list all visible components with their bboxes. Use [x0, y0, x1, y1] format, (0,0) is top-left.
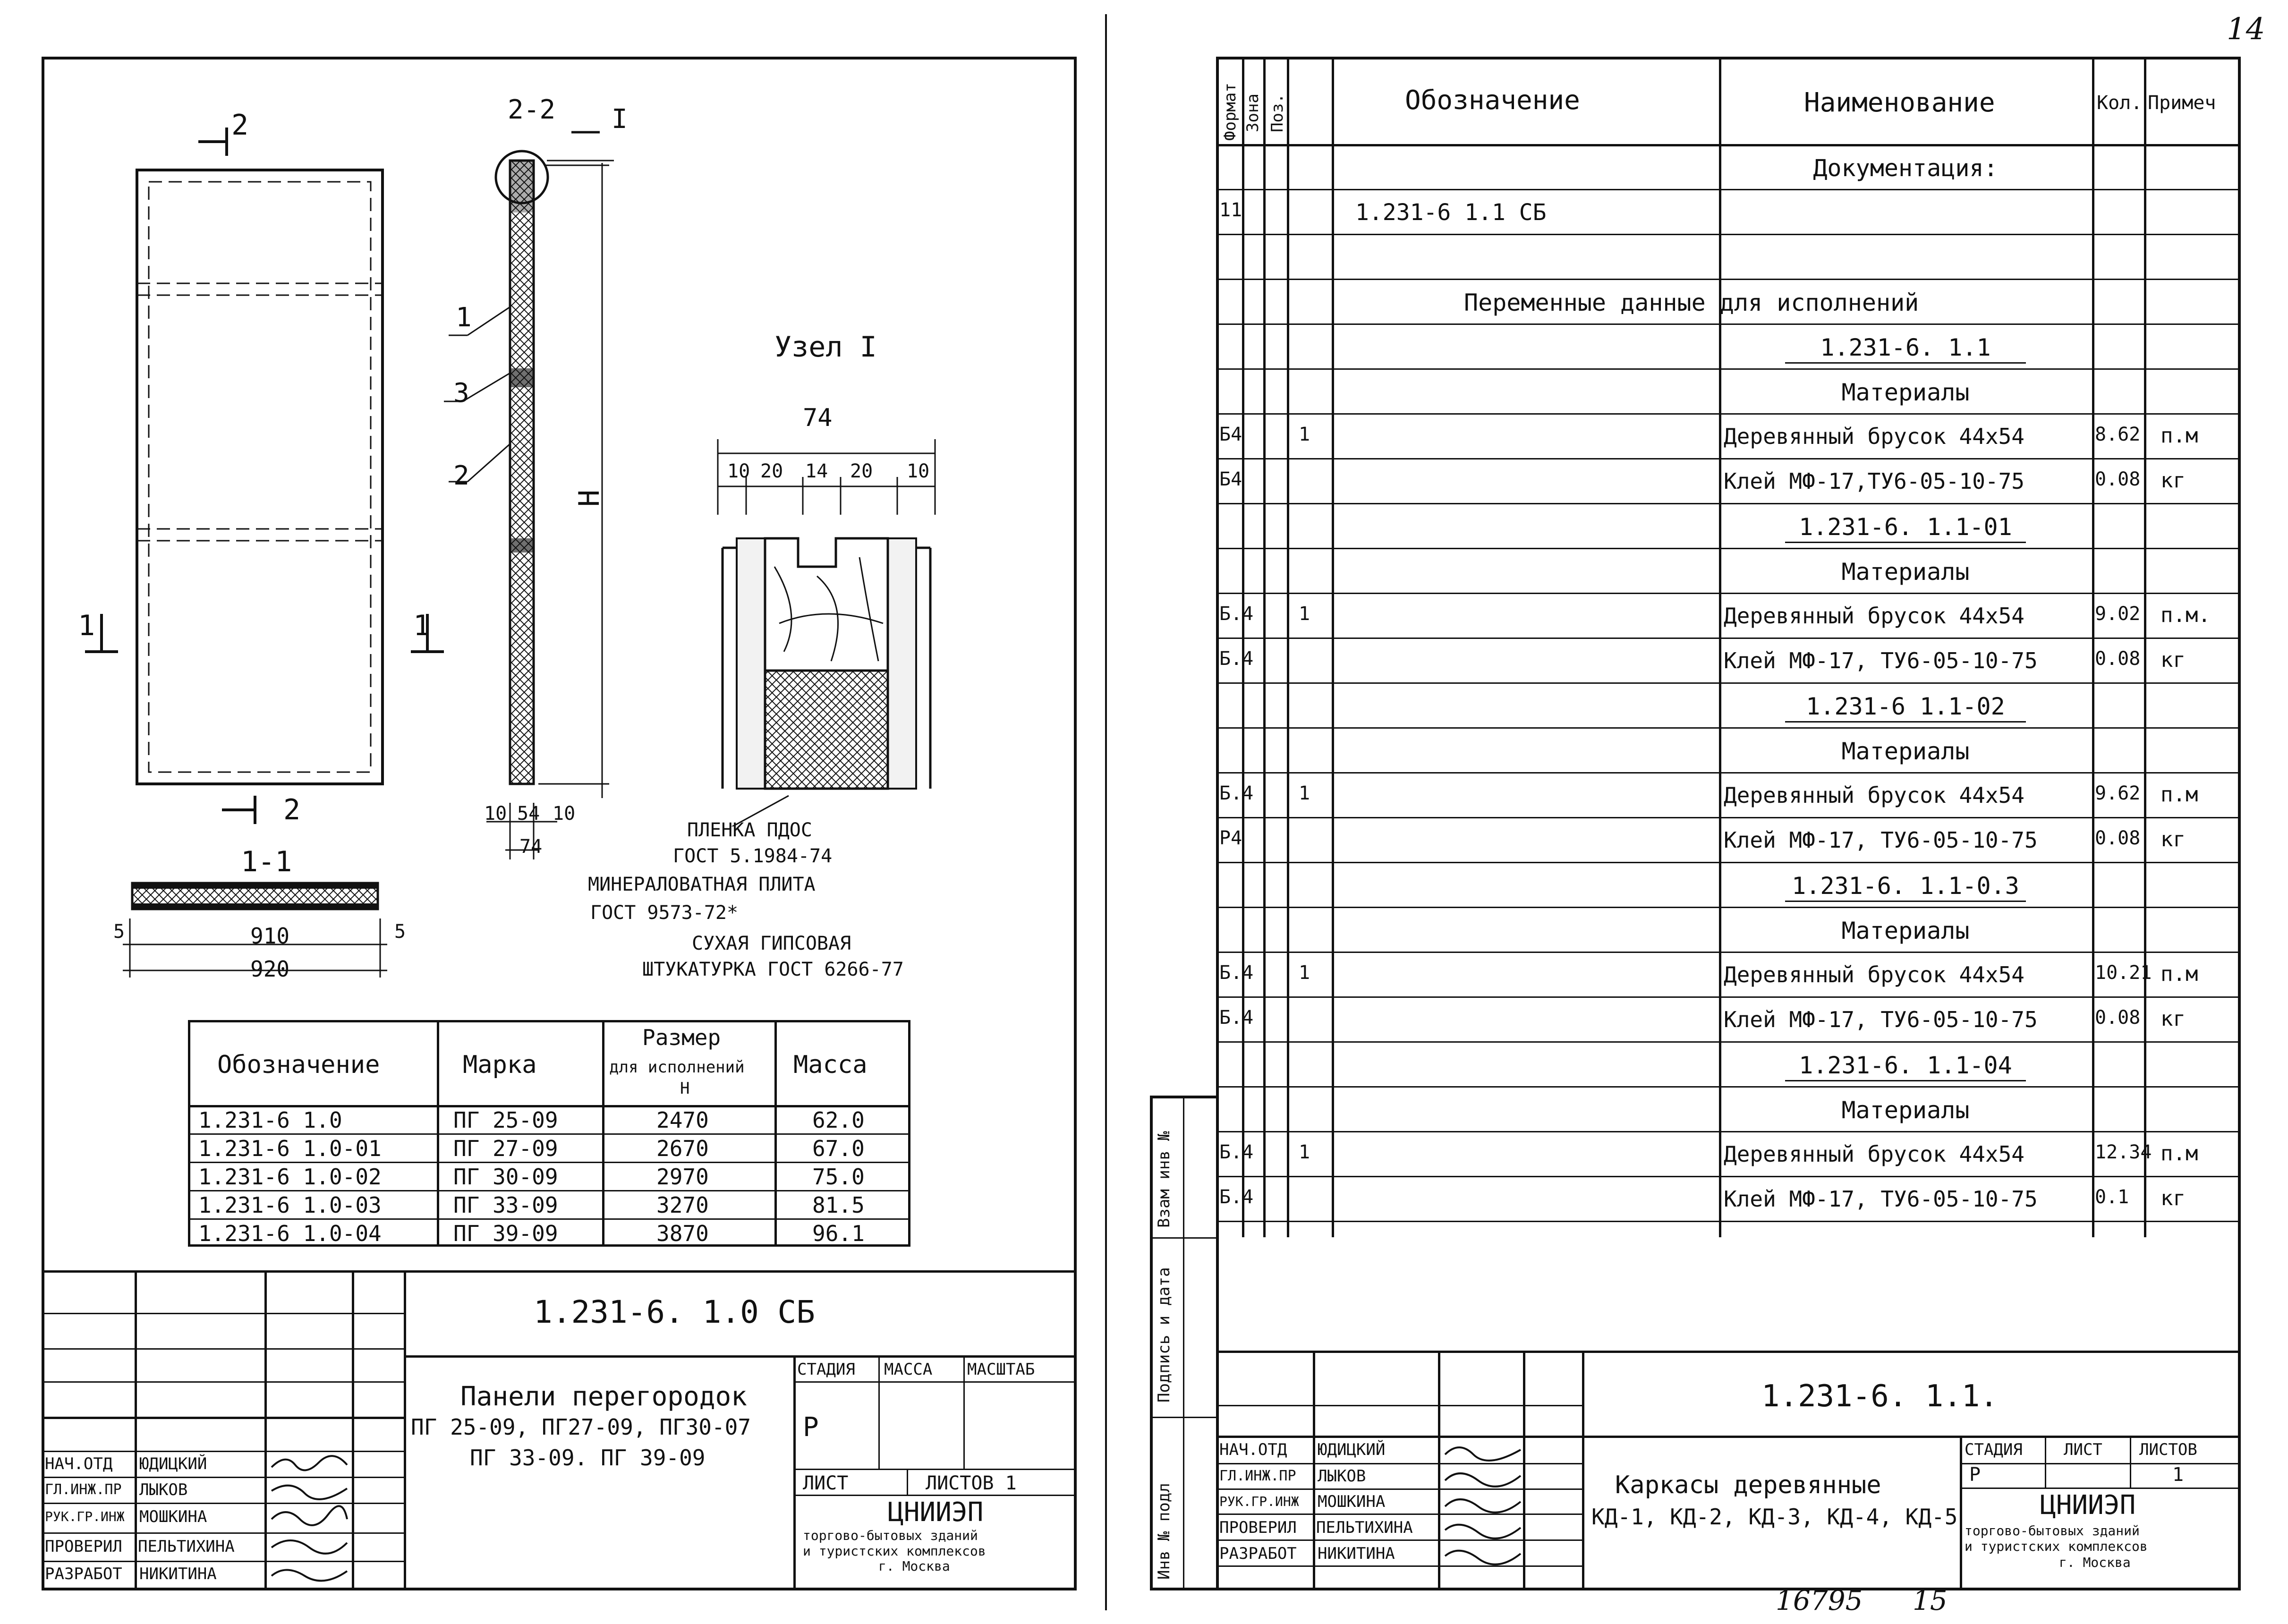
dim-74-bottom: 74 [519, 836, 543, 858]
spec-row-name: Клей МФ-17,ТУ6-05-10-75 [1724, 468, 2024, 494]
spec-row-format: Б.4 [1219, 1007, 1254, 1029]
section-mark-1-right: 1 [413, 609, 431, 642]
spec-row-pos: 1 [1299, 782, 1310, 804]
spec-row-qty: 0.08 [2095, 827, 2141, 849]
left-role-4: ПРОВЕРИЛ [45, 1537, 122, 1556]
spec-row-line [1216, 323, 2241, 325]
spec-row-line [1216, 279, 2241, 280]
spec-row-line [1216, 682, 2241, 684]
spec-row-name: Деревянный брусок 44х54 [1724, 603, 2024, 629]
right-stamp-sheet-label: ЛИСТ [2064, 1440, 2102, 1459]
spec-row-line [1216, 368, 2241, 370]
marks-header-size: Размер [642, 1025, 721, 1050]
left-role-1: НАЧ.ОТД [45, 1454, 113, 1473]
right-role-5: РАЗРАБОТ [1219, 1544, 1297, 1563]
dim-5-right: 5 [394, 921, 406, 943]
spec-row-unit: кг [2160, 1186, 2186, 1210]
spec-row-unit: кг [2160, 1007, 2186, 1031]
spec-row-underline [1785, 1080, 2026, 1081]
node-marker-label: I [612, 104, 628, 135]
spec-row-line [1216, 1131, 2241, 1132]
spec-row-unit: п.м [2160, 1141, 2198, 1165]
spec-row-format: Б.4 [1219, 962, 1254, 984]
marks-row-4-designation: 1.231-6 1.0-03 [198, 1192, 382, 1218]
spec-row-unit: кг [2160, 468, 2186, 493]
section-1-1-label: 1-1 [241, 845, 292, 878]
right-stamp-org-line-1: торгово-бытовых зданий [1965, 1523, 2140, 1539]
marks-row-3-designation: 1.231-6 1.0-02 [198, 1164, 382, 1190]
spec-row-unit: кг [2160, 827, 2186, 851]
spec-row-format: 11 [1219, 199, 1242, 221]
spec-row-name: 1.231-6. 1.1-0.3 [1792, 872, 2019, 900]
node-dim-4: 20 [850, 460, 873, 482]
marks-row-2-mass: 67.0 [812, 1136, 865, 1161]
right-stamp-org-line-3: г. Москва [2059, 1555, 2131, 1570]
spec-row-line [1216, 907, 2241, 908]
spec-row-format: Б.4 [1219, 603, 1254, 625]
node-detail-drawing [708, 425, 973, 826]
left-stamp-sheet-label: ЛИСТ [803, 1472, 849, 1494]
section-mark-1-left: 1 [78, 609, 95, 642]
marks-header-mass: Масса [793, 1051, 868, 1079]
spec-row-pos: 1 [1299, 1141, 1310, 1163]
spec-row-unit: кг [2160, 648, 2186, 672]
right-name-2: ЛЫКОВ [1318, 1467, 1366, 1486]
marks-row-1-mark: ПГ 25-09 [453, 1107, 558, 1133]
marks-row-2-designation: 1.231-6 1.0-01 [198, 1136, 382, 1161]
section-mark-2-top: 2 [231, 109, 249, 142]
right-stamp-org-line-2: и туристских комплексов [1965, 1539, 2148, 1554]
spec-row-name: Клей МФ-17, ТУ6-05-10-75 [1724, 827, 2038, 853]
left-role-2: ГЛ.ИНЖ.ПР [45, 1481, 122, 1498]
dim-10-right: 10 [553, 803, 576, 825]
spec-row-format: Б.4 [1219, 782, 1254, 804]
left-stamp-scale-label: МАСШТАБ [967, 1360, 1035, 1379]
spec-row-name: Документация: [1813, 154, 1998, 182]
spec-row-designation: 1.231-6 1.1 СБ [1355, 199, 1547, 226]
spec-row-line [1216, 952, 2241, 953]
spec-row-name: Материалы [1841, 917, 1970, 944]
spec-row-name: Деревянный брусок 44х54 [1724, 962, 2024, 987]
left-name-4: ПЕЛЬТИХИНА [138, 1537, 235, 1556]
spec-row-line [1216, 548, 2241, 549]
spec-row-line [1216, 1176, 2241, 1177]
right-stamp-stage-value: Р [1969, 1464, 1981, 1486]
right-name-5: НИКИТИНА [1318, 1544, 1395, 1563]
spec-row-name: Материалы [1841, 1097, 1970, 1124]
spec-row-qty: 0.1 [2095, 1186, 2129, 1208]
left-stamp-org-line-3: г. Москва [878, 1558, 950, 1574]
marks-row-5-mark: ПГ 39-09 [453, 1221, 558, 1246]
left-role-5: РАЗРАБОТ [45, 1564, 122, 1583]
right-signatures [1440, 1436, 1523, 1590]
spec-row-format: Б.4 [1219, 648, 1254, 670]
side-label-inv: Инв № подл [1155, 1483, 1174, 1580]
right-role-1: НАЧ.ОТД [1219, 1440, 1287, 1459]
spec-row-line [1216, 234, 2241, 235]
spec-row-qty: 0.08 [2095, 468, 2141, 490]
right-name-4: ПЕЛЬТИХИНА [1316, 1518, 1413, 1537]
spec-row-line [1216, 1086, 2241, 1088]
right-name-3: МОШКИНА [1318, 1492, 1386, 1511]
page-number: 14 [2227, 12, 2265, 47]
spec-row-pos: 1 [1299, 962, 1310, 984]
spec-row-line [1216, 189, 2241, 190]
marks-row-4-mark: ПГ 33-09 [453, 1192, 558, 1218]
spec-row-name: 1.231-6 1.1-02 [1806, 693, 2005, 720]
spec-row-name: Материалы [1841, 558, 1970, 586]
marks-row-3-h: 2970 [656, 1164, 709, 1190]
right-name-1: ЮДИЦКИЙ [1318, 1440, 1386, 1459]
marks-header-h: Н [680, 1079, 690, 1098]
node-dim-74: 74 [803, 404, 833, 432]
header-designation: Обозначение [1405, 85, 1580, 116]
spec-row-qty: 0.08 [2095, 648, 2141, 670]
right-stamp-sheet-value: 1 [2172, 1464, 2184, 1486]
left-stamp-title-3: ПГ 33-09. ПГ 39-09 [470, 1445, 706, 1471]
spec-row-name: 1.231-6. 1.1-04 [1799, 1052, 2012, 1079]
left-stamp-org-line-2: и туристских комплексов [803, 1543, 986, 1559]
left-stamp-stage-label: СТАДИЯ [797, 1360, 855, 1379]
marks-row-4-h: 3270 [656, 1192, 709, 1218]
marks-row-2-mark: ПГ 27-09 [453, 1136, 558, 1161]
callout-3: 3 [453, 378, 469, 408]
header-name: Наименование [1804, 87, 1995, 118]
marks-row-5-mass: 96.1 [812, 1221, 865, 1246]
spec-row-line [1216, 817, 2241, 818]
right-stamp-top-line [1216, 1351, 2241, 1353]
spec-row-line [1216, 862, 2241, 863]
marks-row-3-mass: 75.0 [812, 1164, 865, 1190]
spec-row-qty: 12.34 [2095, 1141, 2152, 1163]
spec-row-name: Материалы [1841, 738, 1970, 765]
note-plaster: СУХАЯ ГИПСОВАЯ [692, 933, 851, 954]
panel-front-view [71, 94, 496, 831]
right-role-4: ПРОВЕРИЛ [1219, 1518, 1297, 1537]
bottom-number-inventory: 16795 [1776, 1584, 1863, 1616]
header-qty: Кол. [2097, 92, 2143, 114]
marks-header-for-variants: для исполнений [609, 1058, 745, 1077]
spec-row-section-title: Переменные данные для исполнений [1464, 289, 1919, 316]
note-mineral-gost: ГОСТ 9573-72* [590, 902, 739, 924]
spec-row-qty: 10.21 [2095, 962, 2152, 984]
spec-row-name: Материалы [1841, 379, 1970, 406]
section-mark-2-bottom: 2 [283, 793, 301, 826]
marks-row-5-designation: 1.231-6 1.0-04 [198, 1221, 382, 1246]
right-stamp-org: ЦНИИЭП [2040, 1490, 2136, 1521]
section-2-2-label: 2-2 [508, 94, 556, 125]
marks-row-5-h: 3870 [656, 1221, 709, 1246]
spec-row-underline [1785, 542, 2026, 543]
note-mineral: МИНЕРАЛОВАТНАЯ ПЛИТА [588, 874, 816, 895]
spec-row-line [1216, 1041, 2241, 1043]
marks-row-3-mark: ПГ 30-09 [453, 1164, 558, 1190]
marks-row-2-h: 2670 [656, 1136, 709, 1161]
dim-910: 910 [250, 923, 290, 949]
spec-row-name: Клей МФ-17, ТУ6-05-10-75 [1724, 1186, 2038, 1212]
spec-row-format: Б4 [1219, 424, 1242, 445]
left-stamp-title-1: Панели перегородок [460, 1381, 747, 1412]
left-name-2: ЛЫКОВ [139, 1480, 188, 1499]
spec-row-name: Клей МФ-17, ТУ6-05-10-75 [1724, 1007, 2038, 1032]
header-zone: Зона [1243, 94, 1262, 132]
sheet-divider [1105, 14, 1107, 1610]
node-dim-1: 10 [727, 460, 750, 482]
bottom-number-page: 15 [1913, 1584, 1948, 1616]
right-stamp-code: 1.231-6. 1.1. [1761, 1379, 1998, 1414]
spec-row-line [1216, 503, 2241, 504]
note-film: ПЛЕНКА ПДОС [687, 819, 812, 841]
spec-row-unit: п.м [2160, 424, 2198, 448]
spec-row-qty: 9.62 [2095, 782, 2141, 804]
section-2-2-view [439, 123, 652, 878]
left-name-5: НИКИТИНА [139, 1564, 217, 1583]
marks-row-1-designation: 1.231-6 1.0 [198, 1107, 342, 1133]
header-note: Примеч [2148, 92, 2216, 114]
note-film-gost: ГОСТ 5.1984-74 [673, 845, 833, 867]
marks-row-1-h: 2470 [656, 1107, 709, 1133]
spec-row-format: Б4 [1219, 468, 1242, 490]
spec-row-name: Деревянный брусок 44х54 [1724, 1141, 2024, 1167]
spec-row-qty: 8.62 [2095, 424, 2141, 445]
right-stamp-title-1: Каркасы деревянные [1615, 1471, 1881, 1499]
spec-row-qty: 0.08 [2095, 1007, 2141, 1029]
spec-row-line [1216, 996, 2241, 998]
left-role-3: РУК.ГР.ИНЖ [45, 1509, 125, 1524]
right-sheet-frame [1216, 57, 2241, 1590]
header-format: Формат [1221, 83, 1240, 141]
spec-row-qty: 9.02 [2095, 603, 2141, 625]
spec-row-unit: п.м [2160, 962, 2198, 986]
note-plaster-gost: ШТУКАТУРКА ГОСТ 6266-77 [642, 959, 904, 980]
right-stamp-title-2: КД-1, КД-2, КД-3, КД-4, КД-5 [1591, 1504, 1958, 1530]
spec-row-line [1216, 638, 2241, 639]
left-stamp-org-line-1: торгово-бытовых зданий [803, 1528, 978, 1543]
spec-row-line [1216, 1221, 2241, 1222]
spec-row-name: 1.231-6. 1.1 [1820, 334, 1991, 361]
left-name-1: ЮДИЦКИЙ [139, 1454, 207, 1473]
spec-row-line [1216, 593, 2241, 594]
marks-header-mark: Марка [463, 1051, 537, 1079]
node-dim-2: 20 [760, 460, 783, 482]
spec-row-unit: п.м [2160, 782, 2198, 807]
node-dim-3: 14 [805, 460, 828, 482]
left-stamp-stage-value: Р [803, 1412, 819, 1443]
callout-1: 1 [456, 302, 472, 333]
spec-row-line [1216, 772, 2241, 774]
left-stamp-sheets-label: ЛИСТОВ 1 [926, 1472, 1017, 1494]
header-pos: Поз. [1268, 94, 1287, 132]
spec-row-pos: 1 [1299, 424, 1310, 445]
right-stamp-sheets-label: ЛИСТОВ [2139, 1440, 2197, 1459]
right-role-3: РУК.ГР.ИНЖ [1219, 1494, 1299, 1509]
callout-2: 2 [453, 460, 469, 491]
dim-920: 920 [250, 956, 290, 982]
dim-5-left: 5 [113, 921, 125, 943]
marks-header-designation: Обозначение [217, 1051, 380, 1079]
left-stamp-top-line [42, 1270, 1077, 1273]
spec-row-name: 1.231-6. 1.1-01 [1799, 513, 2012, 541]
spec-row-pos: 1 [1299, 603, 1310, 625]
right-stamp-stage-label: СТАДИЯ [1965, 1440, 2023, 1459]
right-role-2: ГЛ.ИНЖ.ПР [1219, 1468, 1296, 1484]
height-dimension-label: H [573, 489, 606, 507]
marks-row-1-mass: 62.0 [812, 1107, 865, 1133]
spec-row-underline [1785, 362, 2026, 364]
node-title: Узел I [774, 331, 877, 364]
spec-row-name: Клей МФ-17, ТУ6-05-10-75 [1724, 648, 2038, 673]
left-signatures [267, 1451, 352, 1590]
side-label-replace: Взам инв № [1155, 1131, 1174, 1228]
spec-row-name: Деревянный брусок 44х54 [1724, 782, 2024, 808]
spec-row-line [1216, 458, 2241, 459]
spec-row-line [1216, 413, 2241, 415]
side-label-sign: Подпись и дата [1155, 1267, 1174, 1403]
dim-10-left: 10 [484, 803, 507, 825]
spec-row-underline [1785, 901, 2026, 902]
spec-row-format: Б.4 [1219, 1141, 1254, 1163]
marks-row-4-mass: 81.5 [812, 1192, 865, 1218]
spec-row-line [1216, 727, 2241, 729]
left-name-3: МОШКИНА [139, 1507, 207, 1526]
left-stamp-mass-label: МАССА [884, 1360, 933, 1379]
node-dim-5: 10 [907, 460, 930, 482]
left-stamp-org: ЦНИИЭП [888, 1497, 984, 1528]
left-stamp-code: 1.231-6. 1.0 СБ [534, 1294, 816, 1330]
spec-row-format: Б.4 [1219, 1186, 1254, 1208]
spec-row-underline [1785, 721, 2026, 723]
spec-row-unit: п.м. [2160, 603, 2211, 627]
left-stamp-title-2: ПГ 25-09, ПГ27-09, ПГ30-07 [411, 1414, 751, 1440]
spec-row-format: Р4 [1219, 827, 1242, 849]
spec-row-name: Деревянный брусок 44х54 [1724, 424, 2024, 449]
dim-54: 54 [517, 803, 540, 825]
